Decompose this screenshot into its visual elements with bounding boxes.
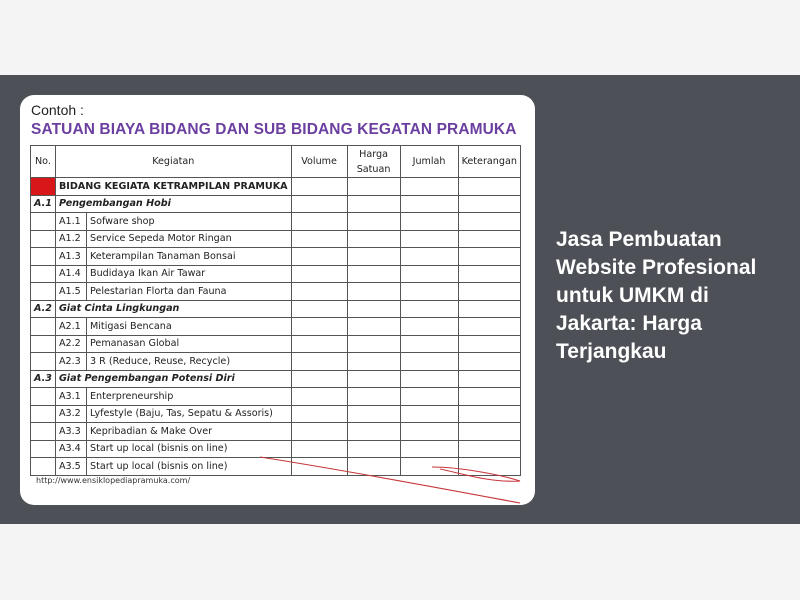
item-row	[31, 423, 521, 441]
item-row	[31, 265, 521, 283]
item-label: Lyfestyle (Baju, Tas, Sepatu & Assoris)	[86, 405, 291, 423]
empty-cell	[291, 405, 347, 423]
empty-cell	[347, 335, 400, 353]
empty-cell	[347, 353, 400, 371]
empty-cell	[291, 178, 347, 196]
empty-cell	[347, 458, 400, 476]
empty-cell	[347, 370, 400, 388]
item-row	[31, 248, 521, 266]
empty-cell	[400, 405, 458, 423]
empty-cell	[400, 423, 458, 441]
empty-cell	[291, 335, 347, 353]
item-code: A3.1	[55, 388, 86, 406]
item-row	[31, 230, 521, 248]
item-label: Sofware shop	[86, 213, 291, 231]
empty-cell	[400, 265, 458, 283]
empty-cell	[458, 353, 520, 371]
group-code: A.3	[31, 370, 56, 388]
empty-cell	[400, 370, 458, 388]
item-label: Enterpreneurship	[86, 388, 291, 406]
group-code: A.1	[31, 195, 56, 213]
item-row	[31, 213, 521, 231]
item-label: Kepribadian & Make Over	[86, 423, 291, 441]
item-code: A1.3	[55, 248, 86, 266]
empty-cell	[400, 458, 458, 476]
empty-cell	[31, 405, 56, 423]
empty-cell	[291, 248, 347, 266]
empty-cell	[31, 283, 56, 301]
empty-cell	[31, 458, 56, 476]
item-row	[31, 283, 521, 301]
empty-cell	[347, 195, 400, 213]
empty-cell	[458, 370, 520, 388]
item-code: A1.2	[55, 230, 86, 248]
empty-cell	[291, 370, 347, 388]
empty-cell	[458, 440, 520, 458]
empty-cell	[458, 265, 520, 283]
empty-cell	[31, 335, 56, 353]
column-header-keterangan: Keterangan	[458, 146, 520, 178]
item-code: A3.3	[55, 423, 86, 441]
empty-cell	[347, 300, 400, 318]
item-label: Pelestarian Florta dan Fauna	[86, 283, 291, 301]
empty-cell	[400, 388, 458, 406]
empty-cell	[347, 213, 400, 231]
item-row	[31, 335, 521, 353]
group-row	[31, 195, 521, 213]
column-header-no: No.	[31, 146, 56, 178]
item-label: Start up local (bisnis on line)	[86, 458, 291, 476]
empty-cell	[291, 300, 347, 318]
item-code: A3.4	[55, 440, 86, 458]
empty-cell	[347, 440, 400, 458]
item-label: Start up local (bisnis on line)	[86, 440, 291, 458]
empty-cell	[400, 353, 458, 371]
item-label: Pemanasan Global	[86, 335, 291, 353]
table-body	[31, 178, 521, 476]
empty-cell	[458, 335, 520, 353]
empty-cell	[458, 405, 520, 423]
empty-cell	[31, 440, 56, 458]
item-code: A1.1	[55, 213, 86, 231]
item-label: Mitigasi Bencana	[86, 318, 291, 336]
empty-cell	[400, 440, 458, 458]
item-label: Budidaya Ikan Air Tawar	[86, 265, 291, 283]
empty-cell	[347, 265, 400, 283]
empty-cell	[291, 213, 347, 231]
empty-cell	[347, 388, 400, 406]
item-row	[31, 458, 521, 476]
empty-cell	[31, 265, 56, 283]
empty-cell	[291, 440, 347, 458]
empty-cell	[458, 213, 520, 231]
item-code: A2.3	[55, 353, 86, 371]
group-label: Pengembangan Hobi	[55, 195, 291, 213]
column-header-harga-satuan: Harga Satuan	[347, 146, 400, 178]
group-label: Giat Pengembangan Potensi Diri	[55, 370, 291, 388]
empty-cell	[291, 353, 347, 371]
item-code: A1.4	[55, 265, 86, 283]
empty-cell	[291, 195, 347, 213]
empty-cell	[400, 318, 458, 336]
group-row	[31, 370, 521, 388]
empty-cell	[347, 318, 400, 336]
item-row	[31, 318, 521, 336]
empty-cell	[291, 318, 347, 336]
item-code: A3.5	[55, 458, 86, 476]
empty-cell	[400, 178, 458, 196]
item-code: A2.1	[55, 318, 86, 336]
item-code: A1.5	[55, 283, 86, 301]
empty-cell	[347, 423, 400, 441]
empty-cell	[458, 300, 520, 318]
empty-cell	[400, 283, 458, 301]
empty-cell	[458, 230, 520, 248]
empty-cell	[291, 265, 347, 283]
item-label: 3 R (Reduce, Reuse, Recycle)	[86, 353, 291, 371]
table-header-row	[31, 146, 521, 178]
article-image-card	[20, 95, 535, 505]
empty-cell	[458, 283, 520, 301]
section-label: BIDANG KEGIATA KETRAMPILAN PRAMUKA	[55, 178, 291, 196]
article-headline: Jasa Pembuatan Website Profesional untuk UMKM di Jakarta: Harga Terjangkau	[556, 228, 757, 363]
example-label: Contoh :	[31, 102, 84, 118]
empty-cell	[400, 248, 458, 266]
empty-cell	[347, 283, 400, 301]
section-row	[31, 178, 521, 196]
source-url: http://www.ensiklopediapramuka.com/	[36, 476, 191, 485]
empty-cell	[400, 213, 458, 231]
empty-cell	[458, 423, 520, 441]
empty-cell	[347, 178, 400, 196]
empty-cell	[291, 388, 347, 406]
empty-cell	[400, 300, 458, 318]
item-row	[31, 353, 521, 371]
empty-cell	[400, 335, 458, 353]
empty-cell	[400, 230, 458, 248]
item-label: Keterampilan Tanaman Bonsai	[86, 248, 291, 266]
empty-cell	[291, 230, 347, 248]
document-title: SATUAN BIAYA BIDANG DAN SUB BIDANG KEGATAN PRAMUKA	[31, 121, 517, 138]
empty-cell	[458, 248, 520, 266]
item-code: A3.2	[55, 405, 86, 423]
group-label: Giat Cinta Lingkungan	[55, 300, 291, 318]
empty-cell	[458, 458, 520, 476]
empty-cell	[31, 230, 56, 248]
empty-cell	[31, 213, 56, 231]
item-code: A2.2	[55, 335, 86, 353]
empty-cell	[458, 318, 520, 336]
item-row	[31, 405, 521, 423]
empty-cell	[291, 283, 347, 301]
empty-cell	[458, 195, 520, 213]
empty-cell	[347, 248, 400, 266]
item-row	[31, 440, 521, 458]
empty-cell	[347, 405, 400, 423]
section-code: A	[31, 178, 56, 196]
empty-cell	[31, 388, 56, 406]
empty-cell	[31, 353, 56, 371]
empty-cell	[458, 178, 520, 196]
group-row	[31, 300, 521, 318]
empty-cell	[400, 195, 458, 213]
column-header-volume: Volume	[291, 146, 347, 178]
column-header-jumlah: Jumlah	[400, 146, 458, 178]
empty-cell	[31, 318, 56, 336]
budget-table	[30, 145, 521, 476]
empty-cell	[291, 423, 347, 441]
item-label: Service Sepeda Motor Ringan	[86, 230, 291, 248]
empty-cell	[31, 248, 56, 266]
column-header-kegiatan: Kegiatan	[55, 146, 291, 178]
empty-cell	[291, 458, 347, 476]
group-code: A.2	[31, 300, 56, 318]
empty-cell	[458, 388, 520, 406]
empty-cell	[347, 230, 400, 248]
item-row	[31, 388, 521, 406]
empty-cell	[31, 423, 56, 441]
